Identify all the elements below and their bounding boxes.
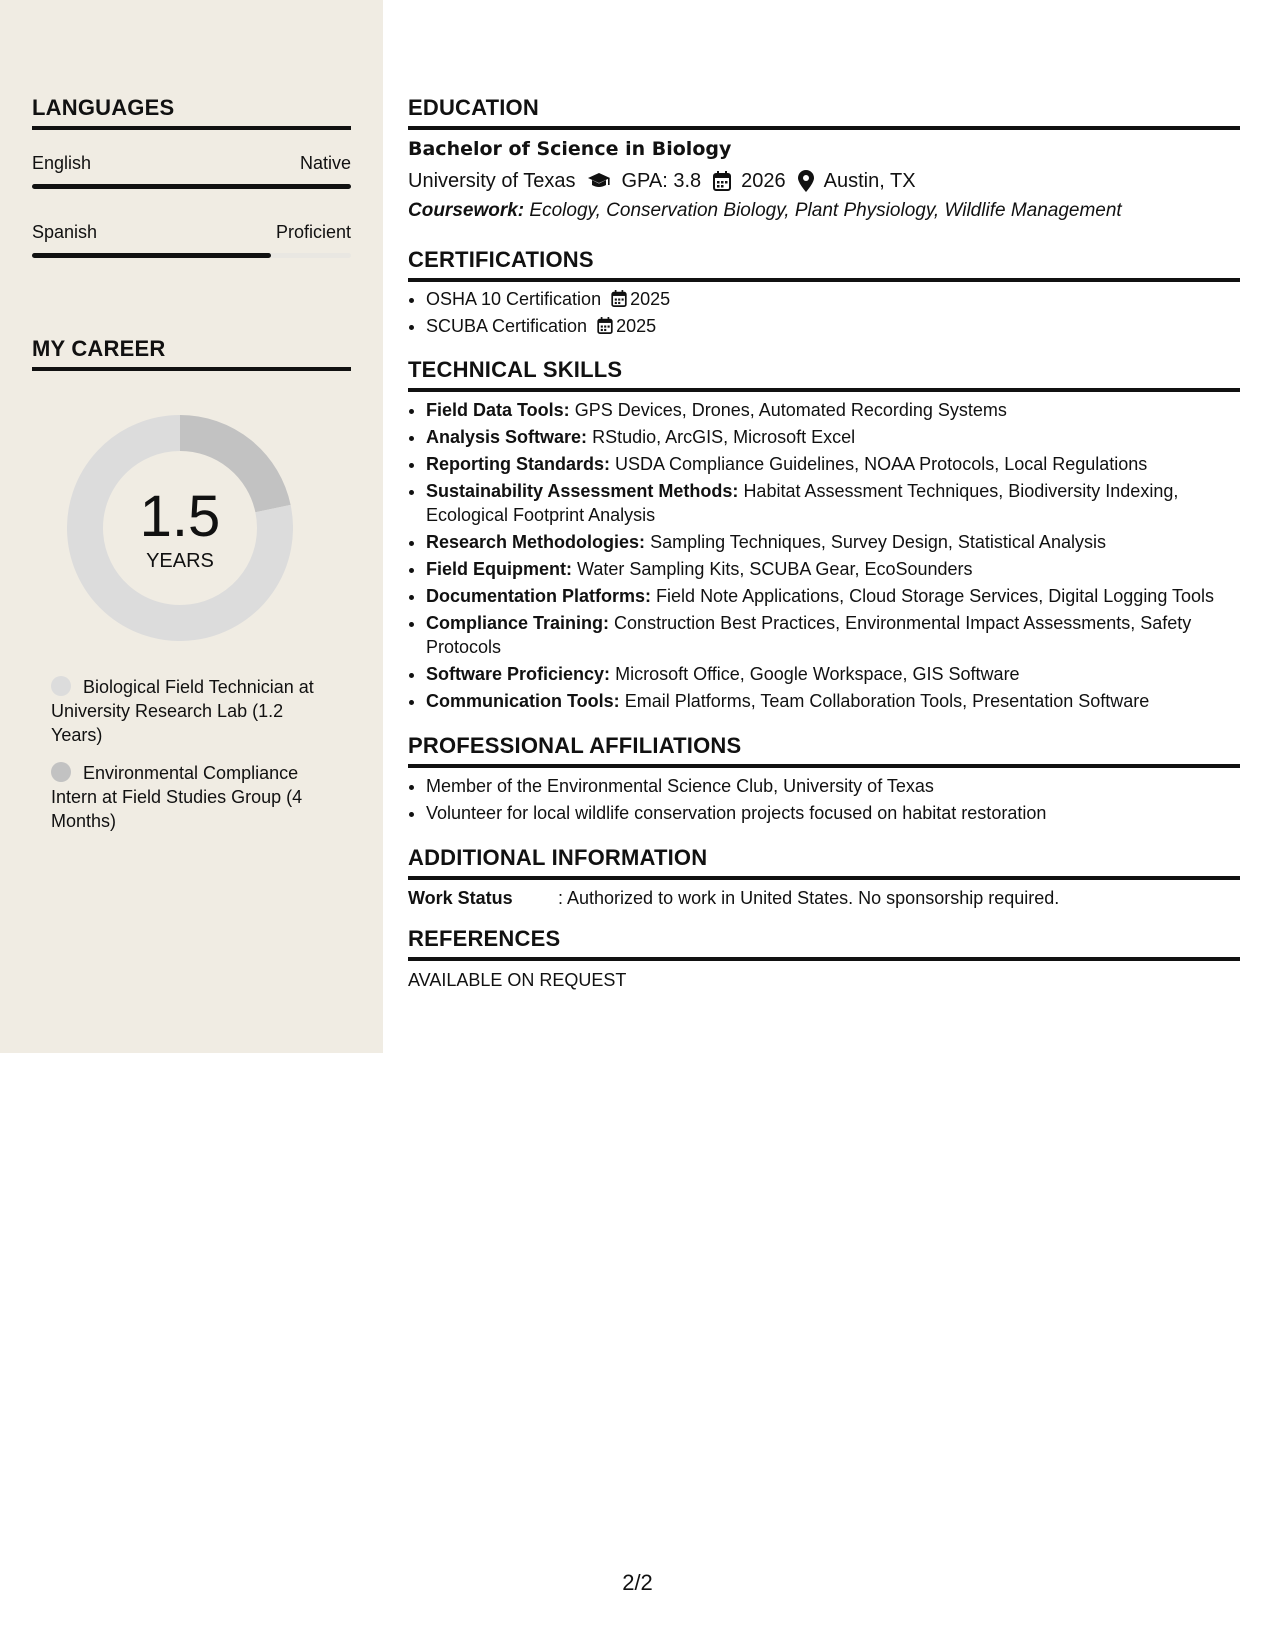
- calendar-icon: [713, 171, 731, 191]
- languages-heading: LANGUAGES: [32, 95, 351, 130]
- sidebar: [0, 0, 383, 1053]
- language-level: Native: [299, 153, 351, 173]
- skill-value: Email Platforms, Team Collaboration Tools, Presentation Software: [624, 691, 1150, 711]
- career-heading: MY CAREER: [32, 336, 351, 371]
- skill-label: Communication Tools:: [426, 691, 620, 711]
- coursework-label: Coursework:: [408, 200, 525, 221]
- education-location: Austin, TX: [823, 170, 916, 192]
- skill-label: Field Equipment:: [426, 559, 572, 579]
- career-item: [51, 675, 321, 747]
- skill-label: Software Proficiency:: [426, 664, 611, 684]
- education-heading: EDUCATION: [408, 95, 1240, 130]
- list-item: [426, 530, 1240, 554]
- language-row-spanish: [32, 221, 351, 243]
- work-status-value: : Authorized to work in United States. No sponsorship required.: [558, 888, 1060, 908]
- skill-label: Compliance Training:: [426, 613, 610, 633]
- career-total-years: 1.5: [139, 484, 221, 549]
- graduation-cap-icon: [587, 172, 611, 190]
- skill-value: Sampling Techniques, Survey Design, Statistical Analysis: [650, 532, 1106, 552]
- map-pin-icon: [798, 170, 814, 192]
- list-item: [426, 584, 1240, 608]
- education-gpa: GPA: 3.8: [621, 170, 702, 192]
- list-item: [426, 611, 1240, 659]
- career-dot-icon: [51, 762, 71, 782]
- references-heading: REFERENCES: [408, 926, 1240, 961]
- skill-value: Habitat Assessment Techniques, Biodiversity Indexing, Ecological Footprint Analysis: [426, 481, 1179, 525]
- language-bar-fill: [32, 253, 271, 258]
- career-item: [51, 761, 321, 833]
- list-item: [426, 557, 1240, 581]
- coursework-list: Ecology, Conservation Biology, Plant Physiology, Wildlife Management: [529, 200, 1122, 221]
- certification-year: 2025: [630, 289, 671, 309]
- list-item: [426, 662, 1240, 686]
- education-year: 2026: [741, 170, 786, 192]
- calendar-icon: [597, 317, 613, 334]
- certification-name: OSHA 10 Certification: [426, 289, 602, 309]
- list-item: [426, 452, 1240, 476]
- list-item: • Volunteer for local wildlife conservation projects focused on habitat restoration: [426, 800, 1240, 827]
- language-name: Spanish: [32, 222, 98, 242]
- career-total-unit: YEARS: [146, 550, 214, 572]
- career-dot-icon: [51, 676, 71, 696]
- list-item: • Member of the Environmental Science Club, University of Texas: [426, 773, 1240, 800]
- education-school: University of Texas: [408, 170, 576, 192]
- list-item: [426, 398, 1240, 422]
- affiliations-list: [408, 773, 1240, 827]
- career-item-text: Biological Field Technician at University Research Lab (1.2 Years): [51, 677, 314, 745]
- skills-list: [408, 398, 1240, 716]
- list-item: [426, 479, 1240, 527]
- language-bar-spanish: [32, 253, 351, 258]
- language-row-english: [32, 152, 351, 174]
- skill-value: RStudio, ArcGIS, Microsoft Excel: [592, 427, 856, 447]
- affiliations-heading: PROFESSIONAL AFFILIATIONS: [408, 733, 1240, 768]
- skill-label: Field Data Tools:: [426, 400, 570, 420]
- list-item: [426, 689, 1240, 713]
- work-status: [408, 886, 1059, 910]
- skill-value: GPS Devices, Drones, Automated Recording Systems: [574, 400, 1007, 420]
- skill-label: Documentation Platforms:: [426, 586, 652, 606]
- skill-value: Construction Best Practices, Environmental Impact Assessments, Safety Protocols: [426, 613, 1192, 657]
- skill-label: Research Methodologies:: [426, 532, 646, 552]
- skill-value: Microsoft Office, Google Workspace, GIS Software: [615, 664, 1020, 684]
- references-text: AVAILABLE ON REQUEST: [408, 970, 627, 990]
- language-level: Proficient: [275, 222, 351, 242]
- education-degree: Bachelor of Science in Biology: [408, 138, 732, 160]
- certification-year: 2025: [616, 316, 657, 336]
- additional-info-heading: ADDITIONAL INFORMATION: [408, 845, 1240, 880]
- skill-value: Water Sampling Kits, SCUBA Gear, EcoSounders: [577, 559, 973, 579]
- list-item: [426, 313, 1240, 340]
- skill-value: USDA Compliance Guidelines, NOAA Protocols, Local Regulations: [615, 454, 1148, 474]
- skill-label: Sustainability Assessment Methods:: [426, 481, 739, 501]
- career-item-text: Environmental Compliance Intern at Field Studies Group (4 Months): [51, 763, 303, 831]
- certification-name: SCUBA Certification: [426, 316, 588, 336]
- page-number: 2/2: [622, 1570, 653, 1595]
- education-coursework: [408, 199, 1122, 223]
- list-item: [426, 425, 1240, 449]
- technical-skills-heading: TECHNICAL SKILLS: [408, 357, 1240, 392]
- skill-value: Field Note Applications, Cloud Storage Services, Digital Logging Tools: [656, 586, 1215, 606]
- language-bar-english: [32, 184, 351, 189]
- list-item: [426, 286, 1240, 313]
- calendar-icon: [611, 290, 627, 307]
- certifications-heading: CERTIFICATIONS: [408, 247, 1240, 282]
- skill-label: Analysis Software:: [426, 427, 588, 447]
- skill-label: Reporting Standards:: [426, 454, 611, 474]
- work-status-label: Work Status: [408, 888, 513, 908]
- certifications-list: [408, 286, 1240, 340]
- language-bar-fill: [32, 184, 351, 189]
- language-name: English: [32, 153, 92, 173]
- education-details: [408, 168, 916, 194]
